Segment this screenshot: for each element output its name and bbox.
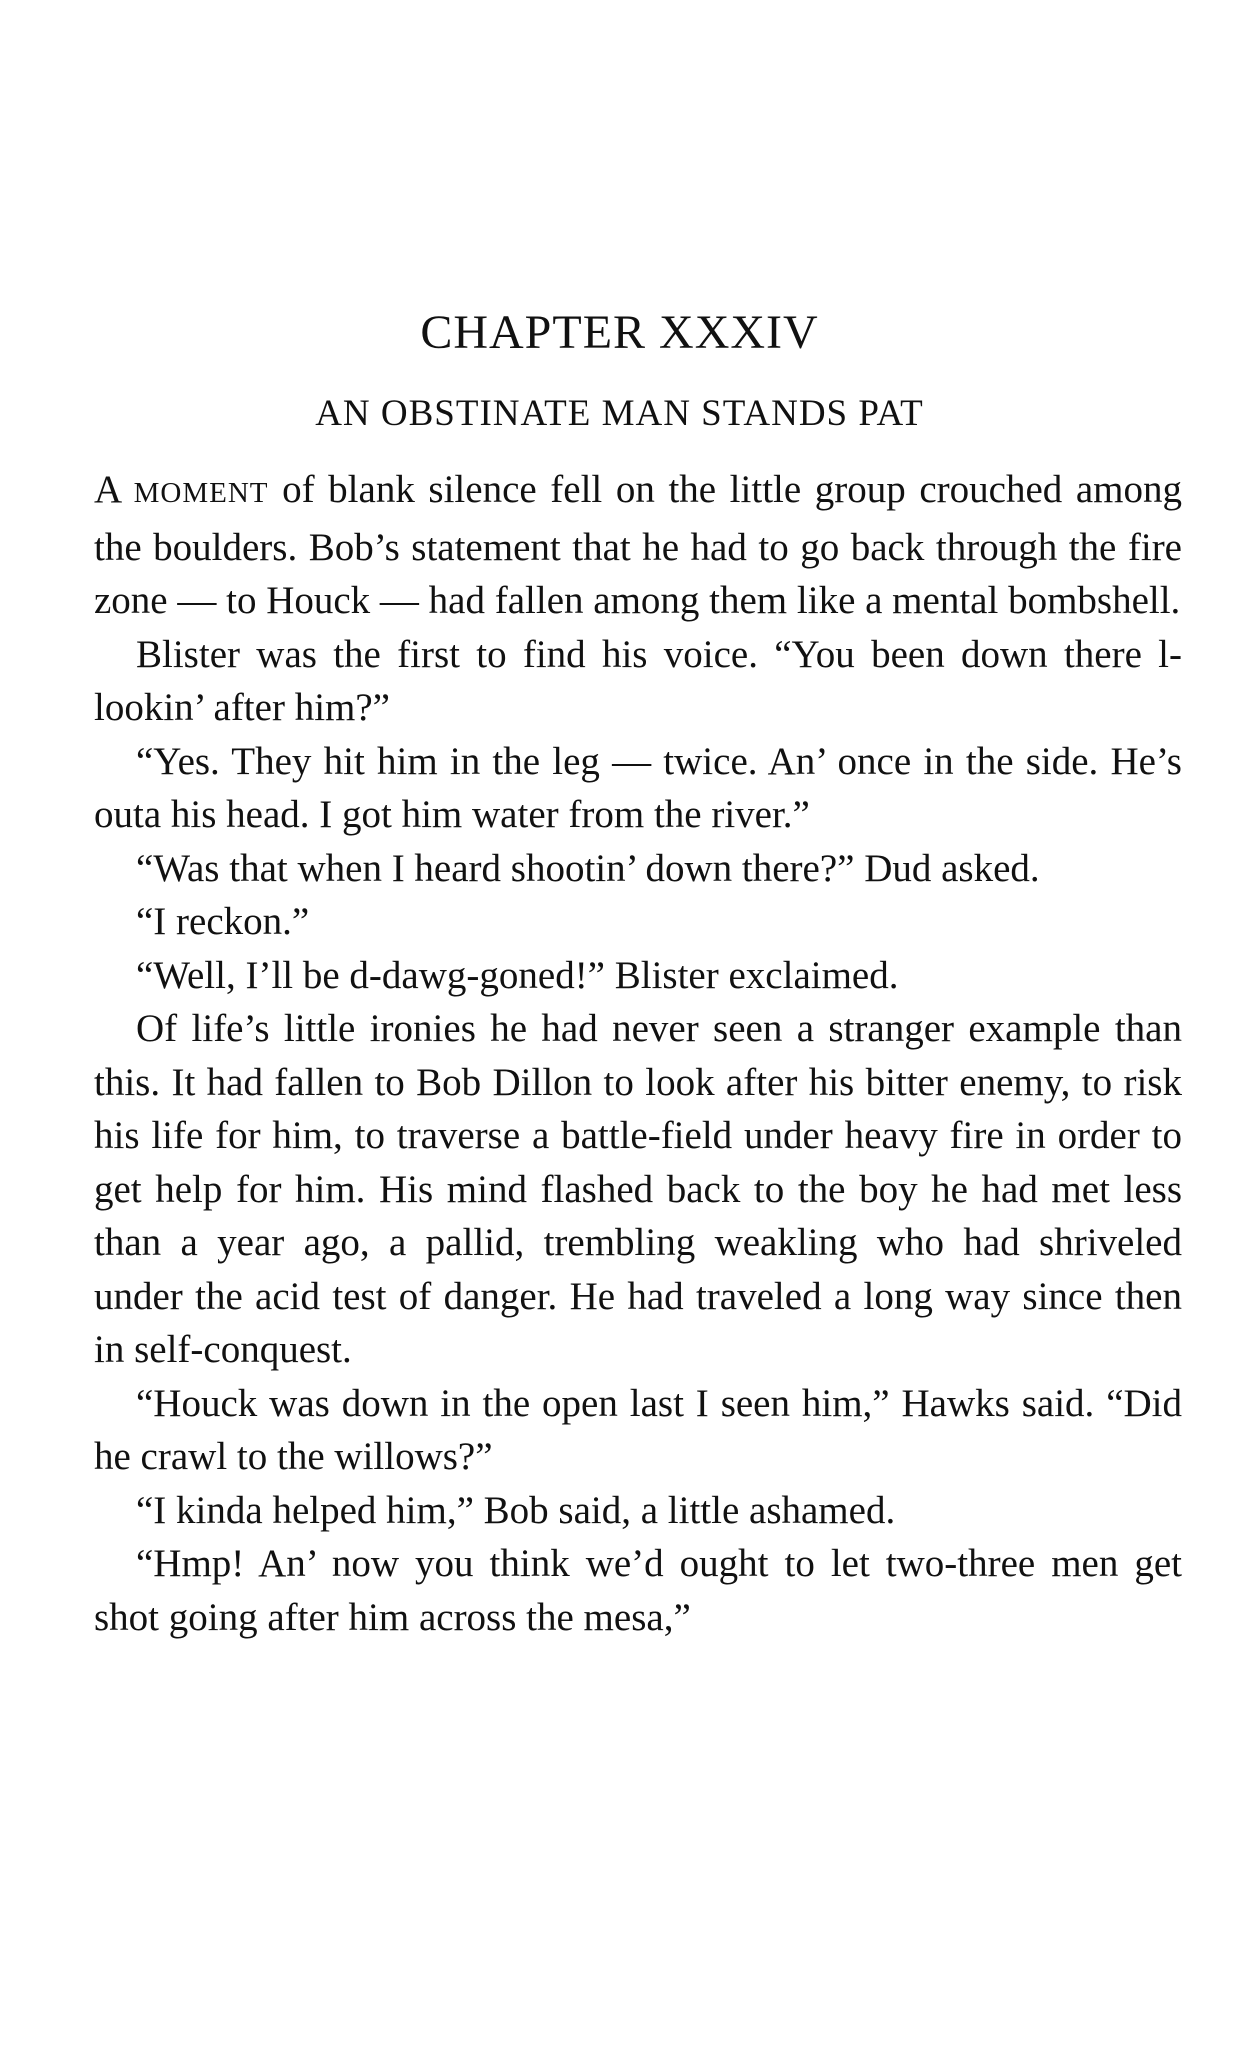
paragraph: “I kinda helped him,” Bob said, a little ashamed. [136, 1488, 896, 1532]
body-text [94, 463, 1182, 1644]
chapter-title: CHAPTER XXXIV [420, 306, 819, 359]
opening-smallcaps: MOMENT [133, 477, 269, 509]
chapter-subtitle: AN OBSTINATE MAN STANDS PAT [315, 393, 924, 434]
paragraph: Blister was the first to find his voice. “You been down there l-lookin’ after him?” [94, 632, 1182, 729]
paragraph: “Well, I’ll be d-dawg-goned!” Blister exclaimed. [136, 953, 899, 997]
paragraph [94, 463, 1182, 628]
paragraph-text: of blank silence fell on the little group crouched among the boulders. Bob’s statement that he had to go back through the fire zone — to Houck — had fallen among them like a mental bombshell. [94, 468, 1182, 622]
paragraph: “Houck was down in the open last I seen him,” Hawks said. “Did he crawl to the willows?” [94, 1381, 1182, 1478]
paragraph: Of life’s little ironies he had never seen a stranger example than this. It had fallen to Bob Dillon to look after his bitter enemy, to risk his life for him, to traverse a battle-field under heavy fire in order to get help for him. His mind flashed back to the boy he had met less than a year ago, a pallid, trembling weakling who had shriveled under the acid test of danger. He had traveled a long way since then in self-conquest. [94, 1007, 1182, 1371]
paragraph: “Yes. They hit him in the leg — twice. An’ once in the side. He’s outa his head. I got him water from the river.” [94, 739, 1182, 836]
paragraph: “Was that when I heard shootin’ down there?” Dud asked. [136, 846, 1040, 890]
paragraph: “Hmp! An’ now you think we’d ought to let two-three men get shot going after him across the mesa,” [94, 1542, 1182, 1639]
opening-letter: A [94, 468, 121, 511]
paragraph: “I reckon.” [136, 900, 310, 943]
